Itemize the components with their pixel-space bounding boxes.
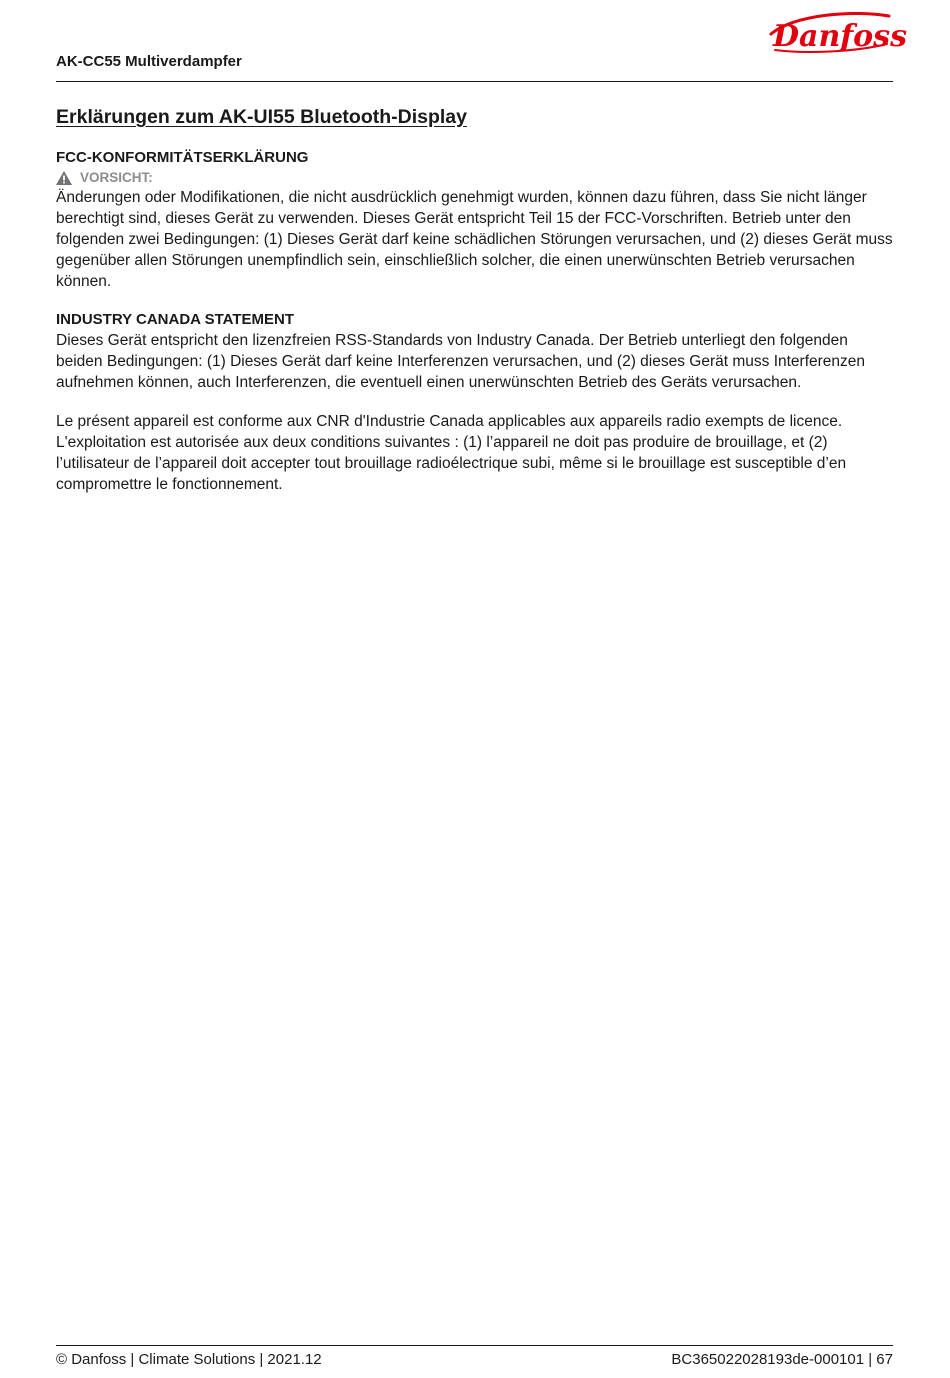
footer-divider <box>56 1345 893 1346</box>
industry-canada-text-de: Dieses Gerät entspricht den lizenzfreien RSS-Standards von Industry Canada. Der Betrieb unterliegt den folgenden beiden Bedingungen: (1) Dieses Gerät darf keine Interferenzen verursachen, und (2) dieses Gerät muss Interferenzen aufnehmen können, auch Interferenzen, die eventuell einen unerwünschten Betrieb des Geräts verursachen. <box>56 332 866 391</box>
warning-triangle-icon <box>56 171 72 185</box>
caution-notice <box>56 168 896 187</box>
section-title: Erklärungen zum AK-UI55 Bluetooth-Display <box>56 106 467 128</box>
footer-copyright: © Danfoss | Climate Solutions | 2021.12 <box>56 1351 322 1368</box>
main-content <box>56 104 896 513</box>
industry-canada-text-fr: Le présent appareil est conforme aux CNR d'Industrie Canada applicables aux appareils radio exempts de licence. L'exploitation est autorisée aux deux conditions suivantes : (1) l’appareil ne doit pas produire de brouillage, et (2) l’utilisateur de l’appareil doit accepter tout brouillage radioélectrique subi, même si le brouillage est susceptible d’en compromettre le fonctionnement. <box>56 413 847 493</box>
header-divider <box>56 81 893 82</box>
footer-document-number: BC365022028193de-000101 | 67 <box>671 1351 893 1368</box>
caution-label: VORSICHT: <box>80 170 153 185</box>
header-title: AK-CC55 Multiverdampfer <box>56 53 242 70</box>
industry-canada-heading: INDUSTRY CANADA STATEMENT <box>56 311 295 328</box>
danfoss-logo-icon <box>765 6 907 56</box>
fcc-text: Änderungen oder Modifikationen, die nicht ausdrücklich genehmigt wurden, können dazu führen, dass Sie nicht länger berechtigt sind, dieses Gerät zu verwenden. Dieses Gerät entspricht Teil 15 der FCC-Vorschriften. Betrieb unter den folgenden zwei Bedingungen: (1) Dieses Gerät darf keine schädlichen Störungen verursachen, und (2) dieses Gerät muss gegenüber allen Störungen unempfindlich sein, einschließlich solcher, die einen unerwünschten Betrieb verursachen können. <box>56 189 893 290</box>
fcc-heading: FCC-KONFORMITÄTSERKLÄRUNG <box>56 149 309 166</box>
logo-text: Danfoss <box>773 19 907 54</box>
